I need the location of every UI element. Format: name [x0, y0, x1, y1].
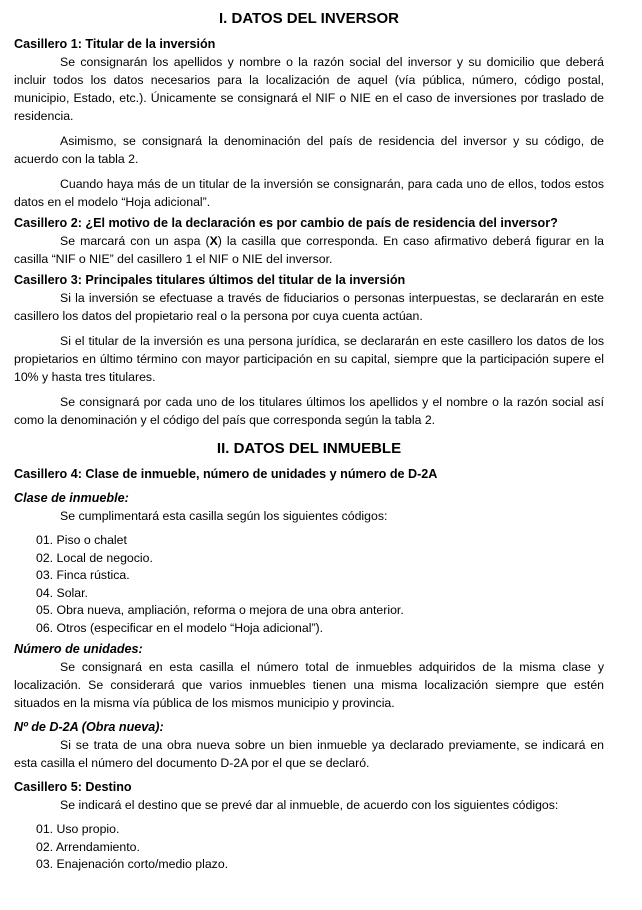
numero-unidades-paragraph: Se consignará en esta casilla el número total de inmuebles adquiridos de la misma clase y localización. Se considerará que varios inmuebles tienen una misma localización siempre que estén situados en la misma vía pública de los mismos municipio y provincia.	[14, 660, 604, 710]
document-page	[14, 6, 604, 874]
list-item: 03. Finca rústica.	[36, 568, 130, 582]
casillero-5-title: Casillero 5: Destino	[14, 780, 132, 794]
numero-unidades-title: Número de unidades:	[14, 642, 143, 656]
list-item: 06. Otros (especificar en el modelo “Hoja adicional”).	[36, 620, 324, 635]
list-item: 04. Solar.	[36, 585, 88, 600]
clase-inmueble-codes	[14, 532, 604, 637]
d2a-title: Nº de D-2A (Obra nueva):	[14, 720, 164, 734]
list-item: 01. Uso propio.	[36, 822, 120, 836]
casillero-3-paragraph-1: Si la inversión se efectuase a través de fiduciarios o personas interpuestas, se declararán en este casillero los datos del propietario real o la persona por cuya cuenta actúan.	[14, 291, 604, 323]
section-title-datos-inmueble: II. DATOS DEL INMUEBLE	[216, 440, 402, 457]
clase-inmueble-intro: Se cumplimentará esta casilla según los siguientes códigos:	[60, 509, 388, 523]
cross-mark: X	[209, 234, 218, 248]
list-item: 02. Arrendamiento.	[36, 839, 140, 854]
casillero-3-paragraph-3: Se consignará por cada uno de los titulares últimos los apellidos y el nombre o la razón social así como la denominación y el código del país que corresponda según la tabla 2.	[14, 395, 604, 427]
list-item: 05. Obra nueva, ampliación, reforma o mejora de una obra anterior.	[36, 603, 404, 617]
casillero-2-paragraph-1	[14, 232, 604, 268]
clase-inmueble-title: Clase de inmueble:	[14, 491, 129, 505]
casillero-2-text-after: ) la casilla que corresponda. En caso afirmativo deberá figurar en la casilla “NIF o NIE” del casillero 1 el NIF o NIE del inversor.	[14, 234, 604, 266]
casillero-1-paragraph-1: Se consignarán los apellidos y nombre o la razón social del inversor y su domicilio que deberá incluir todos los datos necesarios para la localización de aquel (vía pública, número, código postal, municipio, Estado, etc.). Únicamente se consignará el NIF o NIE en el caso de inversiones por traslado de residencia.	[14, 55, 604, 123]
casillero-1-title: Casillero 1: Titular de la inversión	[14, 37, 216, 51]
casillero-5-intro: Se indicará el destino que se prevé dar al inmueble, de acuerdo con los siguientes códigos:	[60, 798, 559, 812]
list-item: 02. Local de negocio.	[36, 550, 153, 565]
section-title-datos-inversor: I. DATOS DEL INVERSOR	[218, 10, 400, 27]
casillero-4-title: Casillero 4: Clase de inmueble, número de unidades y número de D-2A	[14, 467, 438, 481]
casillero-3-paragraph-2: Si el titular de la inversión es una persona jurídica, se declararán en este casillero los datos de los propietarios en último término con mayor participación en su capital, siempre que la participación supere el 10% y hasta tres titulares.	[14, 334, 604, 384]
list-item: 03. Enajenación corto/medio plazo.	[36, 857, 229, 871]
list-item: 01. Piso o chalet	[36, 533, 127, 547]
casillero-2-text-before: Se marcará con un aspa (	[60, 234, 210, 248]
casillero-1-paragraph-3: Cuando haya más de un titular de la inversión se consignarán, para cada uno de ellos, todos estos datos en el modelo “Hoja adicional”.	[14, 177, 604, 209]
casillero-2-title: Casillero 2: ¿El motivo de la declaración es por cambio de país de residencia del inversor?	[14, 216, 558, 230]
casillero-1-paragraph-2: Asimismo, se consignará la denominación del país de residencia del inversor y su código, de acuerdo con la tabla 2.	[14, 134, 604, 166]
d2a-paragraph: Si se trata de una obra nueva sobre un bien inmueble ya declarado previamente, se indicará en esta casilla el número del documento D-2A por el que se declaró.	[14, 738, 604, 770]
casillero-3-title: Casillero 3: Principales titulares últimos del titular de la inversión	[14, 273, 406, 287]
destino-codes	[14, 821, 604, 874]
